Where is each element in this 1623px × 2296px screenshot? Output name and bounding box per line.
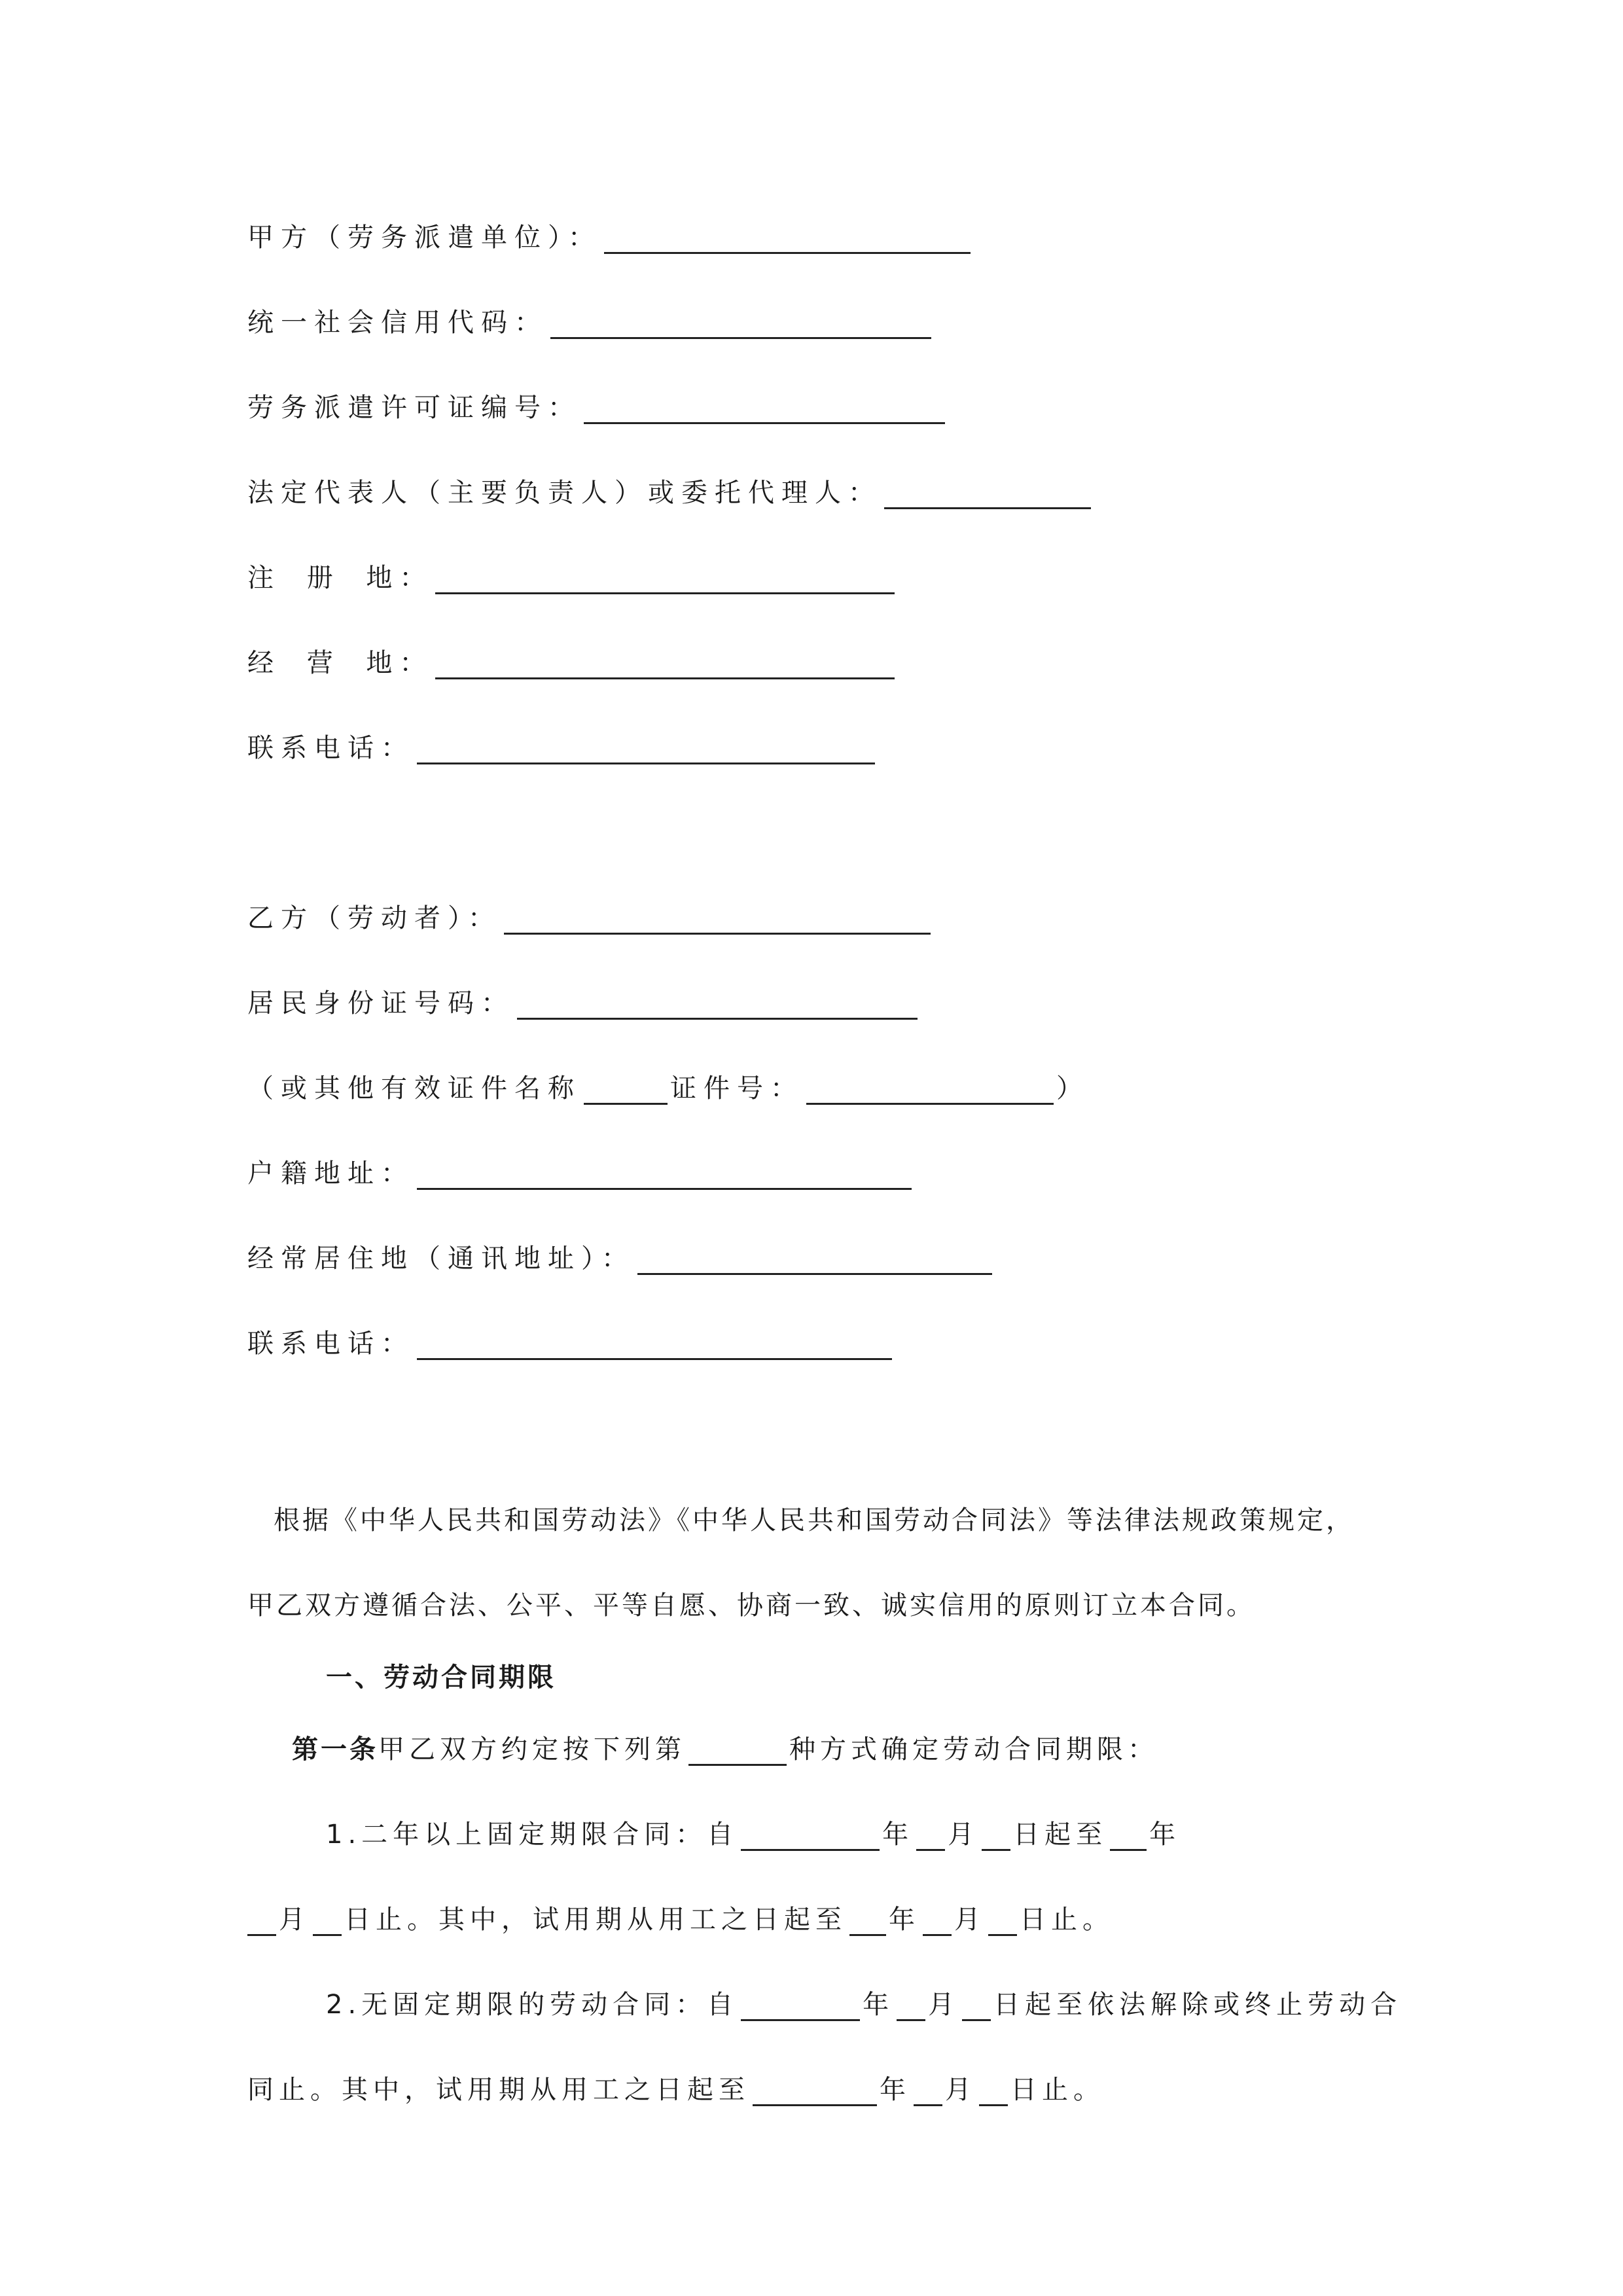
party-b-phone-label: 联系电话： bbox=[247, 1329, 414, 1359]
item-1-month-unit-3: 月 bbox=[954, 1905, 986, 1935]
article-1-text-a: 甲乙双方约定按下列第 bbox=[378, 1734, 686, 1765]
party-a-name-label: 甲方（劳务派遣单位）： bbox=[247, 223, 601, 253]
item-2-probation-year-field[interactable] bbox=[753, 2074, 877, 2106]
item-1-start-month-field[interactable] bbox=[916, 1819, 945, 1851]
item-2-row-1 bbox=[326, 1985, 1402, 2024]
item-1-end-text: 日止。 bbox=[1020, 1905, 1114, 1935]
item-1-end-month-field[interactable] bbox=[247, 1904, 276, 1936]
other-id-number-label: 证件号： bbox=[670, 1073, 804, 1103]
item-1-year-unit: 年 bbox=[882, 1820, 914, 1850]
item-1-probation-text: 日止。其中，试用期从用工之日起至 bbox=[344, 1905, 847, 1935]
item-2-year-unit-2: 年 bbox=[880, 2075, 911, 2105]
registered-address-row bbox=[247, 558, 897, 598]
item-1-row-2 bbox=[247, 1900, 1114, 1939]
other-id-prefix: （或其他有效证件名称 bbox=[247, 1073, 581, 1103]
item-1-day-to: 日起至 bbox=[1013, 1820, 1108, 1850]
license-row bbox=[247, 388, 948, 427]
other-id-number-field[interactable] bbox=[806, 1073, 1054, 1105]
item-1-probation-year-field[interactable] bbox=[849, 1904, 886, 1936]
other-id-type-field[interactable] bbox=[584, 1073, 668, 1105]
id-number-field[interactable] bbox=[517, 988, 918, 1020]
item-2-start-year-field[interactable] bbox=[741, 1989, 860, 2021]
party-a-name-field[interactable] bbox=[604, 222, 971, 254]
business-address-field[interactable] bbox=[435, 647, 895, 679]
item-2-year-unit: 年 bbox=[863, 1990, 895, 2020]
residence-address-field[interactable] bbox=[637, 1243, 992, 1275]
section-heading-text: 一、劳动合同期限 bbox=[326, 1662, 556, 1693]
party-b-name-row bbox=[247, 899, 933, 938]
credit-code-field[interactable] bbox=[550, 307, 931, 339]
item-1-start-year-field[interactable] bbox=[741, 1819, 880, 1851]
representative-row bbox=[247, 473, 1094, 512]
item-2-probation-month-field[interactable] bbox=[914, 2074, 942, 2106]
contract-type-field[interactable] bbox=[688, 1734, 787, 1766]
item-2-month-unit-2: 月 bbox=[945, 2075, 976, 2105]
other-id-row bbox=[247, 1069, 1090, 1108]
id-number-label: 居民身份证号码： bbox=[247, 988, 514, 1018]
id-number-row bbox=[247, 984, 920, 1023]
item-1-probation-day-field[interactable] bbox=[988, 1904, 1017, 1936]
party-b-name-label: 乙方（劳动者）： bbox=[247, 903, 501, 933]
residence-address-label: 经常居住地（通讯地址）： bbox=[247, 1244, 635, 1274]
representative-label: 法定代表人（主要负责人）或委托代理人： bbox=[247, 478, 882, 508]
article-1-text-b: 种方式确定劳动合同期限： bbox=[789, 1734, 1158, 1765]
item-2-month-unit: 月 bbox=[928, 1990, 960, 2020]
item-1-start-day-field[interactable] bbox=[982, 1819, 1010, 1851]
registered-address-label: 注 册 地： bbox=[247, 563, 433, 593]
party-b-phone-row bbox=[247, 1324, 895, 1363]
party-b-name-field[interactable] bbox=[504, 903, 931, 935]
item-1-month-unit: 月 bbox=[948, 1820, 980, 1850]
item-2-start-month-field[interactable] bbox=[897, 1989, 925, 2021]
item-1-year-unit-3: 年 bbox=[889, 1905, 920, 1935]
household-address-row bbox=[247, 1154, 914, 1193]
item-2-text-b: 日起至依法解除或终止劳动合 bbox=[993, 1990, 1402, 2020]
article-1-label: 第一条 bbox=[292, 1734, 378, 1765]
party-a-name-row bbox=[247, 218, 973, 257]
item-1-row-1 bbox=[326, 1815, 1181, 1854]
credit-code-row bbox=[247, 303, 934, 342]
item-1-year-unit-2: 年 bbox=[1149, 1820, 1181, 1850]
license-label: 劳务派遣许可证编号： bbox=[247, 393, 581, 423]
item-2-probation-day-field[interactable] bbox=[979, 2074, 1008, 2106]
item-2-text-c: 同止。其中，试用期从用工之日起至 bbox=[247, 2075, 750, 2105]
business-address-row bbox=[247, 643, 897, 683]
registered-address-field[interactable] bbox=[435, 562, 895, 594]
item-1-month-unit-2: 月 bbox=[279, 1905, 310, 1935]
item-1-end-year-field[interactable] bbox=[1110, 1819, 1147, 1851]
business-address-label: 经 营 地： bbox=[247, 648, 433, 678]
preamble-line-2 bbox=[247, 1586, 1255, 1625]
household-address-label: 户籍地址： bbox=[247, 1158, 414, 1189]
residence-address-row bbox=[247, 1239, 995, 1278]
item-2-end-text: 日止。 bbox=[1010, 2075, 1105, 2105]
section-heading bbox=[326, 1658, 556, 1697]
credit-code-label: 统一社会信用代码： bbox=[247, 308, 548, 338]
party-a-phone-row bbox=[247, 728, 878, 768]
item-1-probation-month-field[interactable] bbox=[923, 1904, 952, 1936]
preamble-line-1 bbox=[274, 1501, 1355, 1540]
preamble-text-1: 根据《中华人民共和国劳动法》《中华人民共和国劳动合同法》等法律法规政策规定， bbox=[274, 1505, 1355, 1535]
party-a-phone-label: 联系电话： bbox=[247, 733, 414, 763]
item-1-text: 1.二年以上固定期限合同：自 bbox=[326, 1820, 739, 1850]
article-1-row bbox=[292, 1730, 1158, 1769]
item-1-end-day-field[interactable] bbox=[313, 1904, 342, 1936]
item-2-start-day-field[interactable] bbox=[962, 1989, 991, 2021]
item-2-text: 2.无固定期限的劳动合同：自 bbox=[326, 1990, 739, 2020]
other-id-suffix: ） bbox=[1056, 1073, 1090, 1103]
party-a-phone-field[interactable] bbox=[417, 732, 875, 764]
party-b-phone-field[interactable] bbox=[417, 1328, 892, 1360]
preamble-text-2: 甲乙双方遵循合法、公平、平等自愿、协商一致、诚实信用的原则订立本合同。 bbox=[247, 1590, 1255, 1621]
item-2-row-2 bbox=[247, 2070, 1105, 2109]
household-address-field[interactable] bbox=[417, 1158, 912, 1190]
representative-field[interactable] bbox=[884, 477, 1091, 509]
license-field[interactable] bbox=[584, 392, 945, 424]
